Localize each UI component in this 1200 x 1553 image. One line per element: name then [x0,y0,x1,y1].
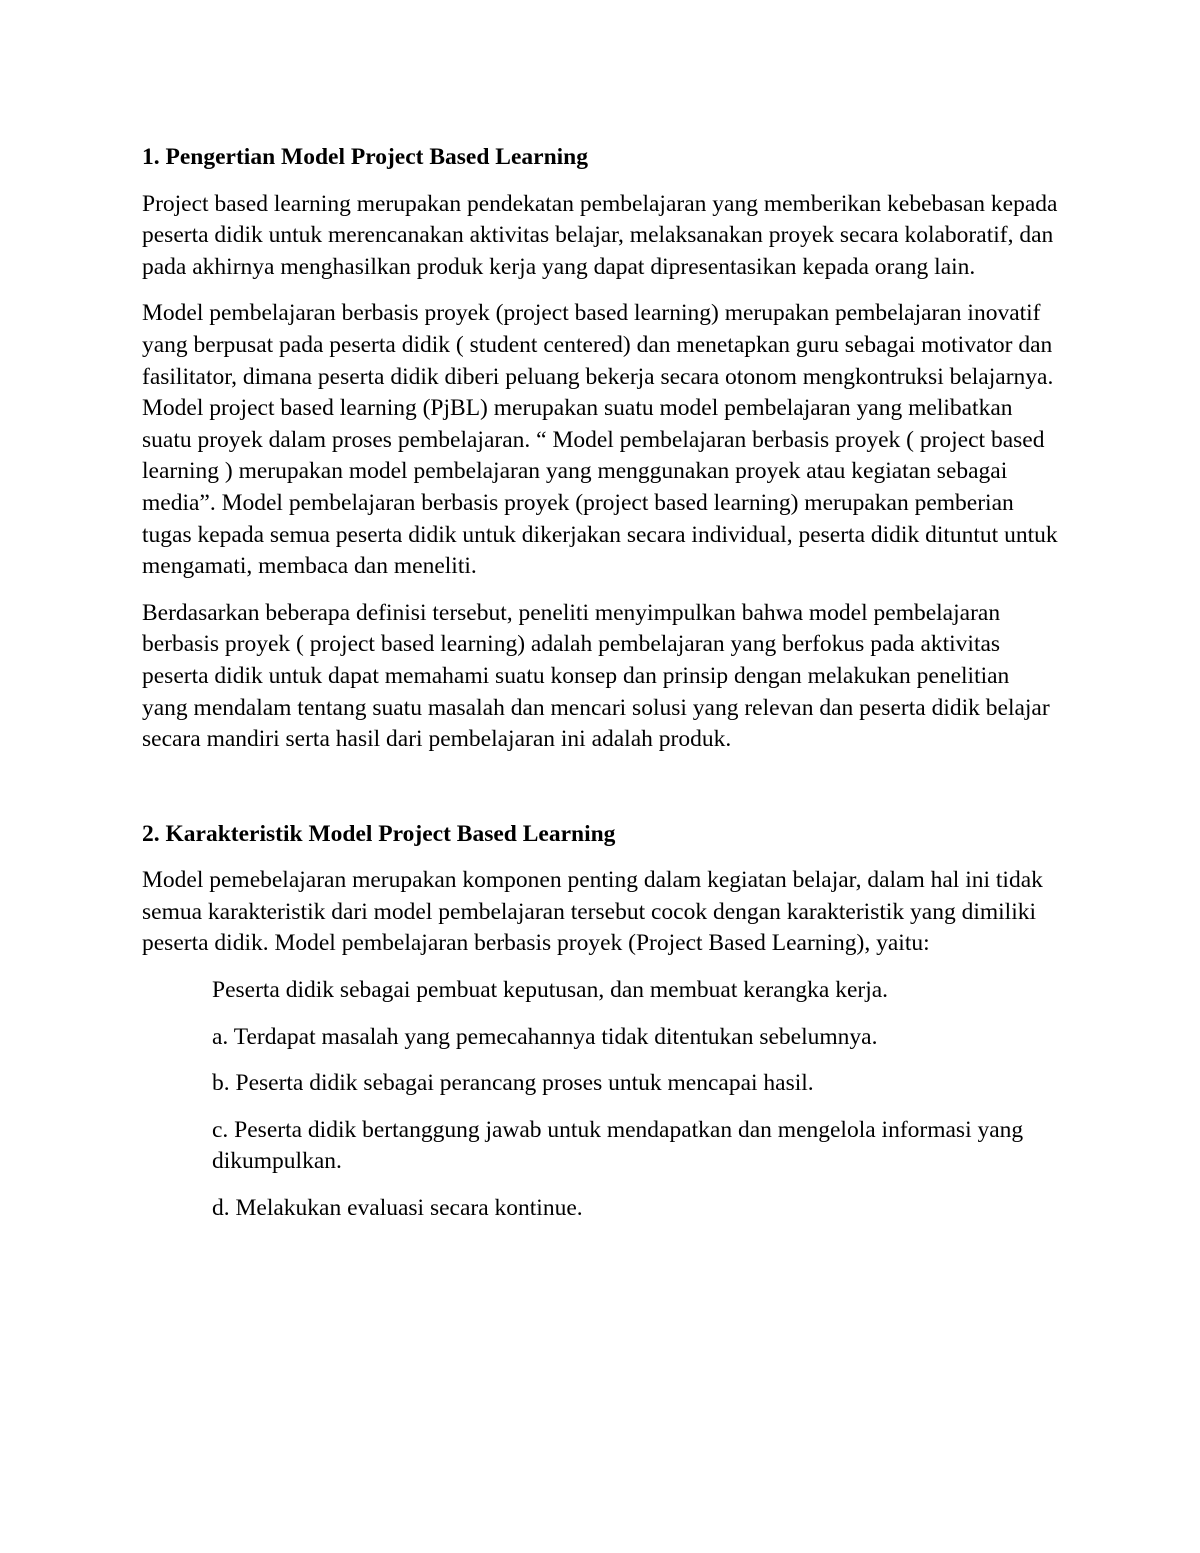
paragraph: Model pemebelajaran merupakan komponen penting dalam kegiatan belajar, dalam hal ini tidak semua karakteristik dari model pembelajaran tersebut cocok dengan karakteristik yang dimiliki peserta didik. Model pembelajaran berbasis proyek (Project Based Learning), yaitu: [142,867,1043,957]
section-heading: 2. Karakteristik Model Project Based Learning [142,820,616,847]
list-item: a. Terdapat masalah yang pemecahannya tidak ditentukan sebelumnya. [212,1023,878,1050]
section-pengertian [142,142,1060,756]
list-item: b. Peserta didik sebagai perancang proses untuk mencapai hasil. [212,1070,814,1097]
characteristics-list [142,975,1060,1225]
paragraph: Berdasarkan beberapa definisi tersebut, peneliti menyimpulkan bahwa model pembelajaran berbasis proyek ( project based learning) adalah pembelajaran yang berfokus pada aktivitas peserta didik untuk dapat memahami suatu konsep dan prinsip dengan melakukan penelitian yang mendalam tentang suatu masalah dan mencari solusi yang relevan dan peserta didik belajar secara mandiri serta hasil dari pembelajaran ini adalah produk. [142,599,1050,753]
section-heading: 1. Pengertian Model Project Based Learning [142,144,588,170]
section-spacer [142,771,1060,819]
list-item: Peserta didik sebagai pembuat keputusan, dan membuat kerangka kerja. [212,977,889,1004]
section-karakteristik [142,819,1060,1225]
list-item: d. Melakukan evaluasi secara kontinue. [212,1195,583,1222]
paragraph: Model pembelajaran berbasis proyek (project based learning) merupakan pembelajaran inovatif yang berpusat pada peserta didik ( student centered) dan menetapkan guru sebagai motivator dan fasilitator, dimana peserta didik diberi peluang bekerja secara otonom mengkontruksi belajarnya. Model project based learning (PjBL) merupakan suatu model pembelajaran yang melibatkan suatu proyek dalam proses pembelajaran. “ Model pembelajaran berbasis proyek ( project based learning ) merupakan model pembelajaran yang menggunakan proyek atau kegiatan sebagai media”. Model pembelajaran berbasis proyek (project based learning) merupakan pemberian tugas kepada semua peserta didik untuk dikerjakan secara individual, peserta didik dituntut untuk mengamati, membaca dan meneliti. [142,300,1058,580]
list-item: c. Peserta didik bertanggung jawab untuk mendapatkan dan mengelola informasi yang dikumpulkan. [212,1116,1024,1175]
paragraph: Project based learning merupakan pendekatan pembelajaran yang memberikan kebebasan kepada peserta didik untuk merencanakan aktivitas belajar, melaksanakan proyek secara kolaboratif, dan pada akhirnya menghasilkan produk kerja yang dapat dipresentasikan kepada orang lain. [142,190,1058,280]
